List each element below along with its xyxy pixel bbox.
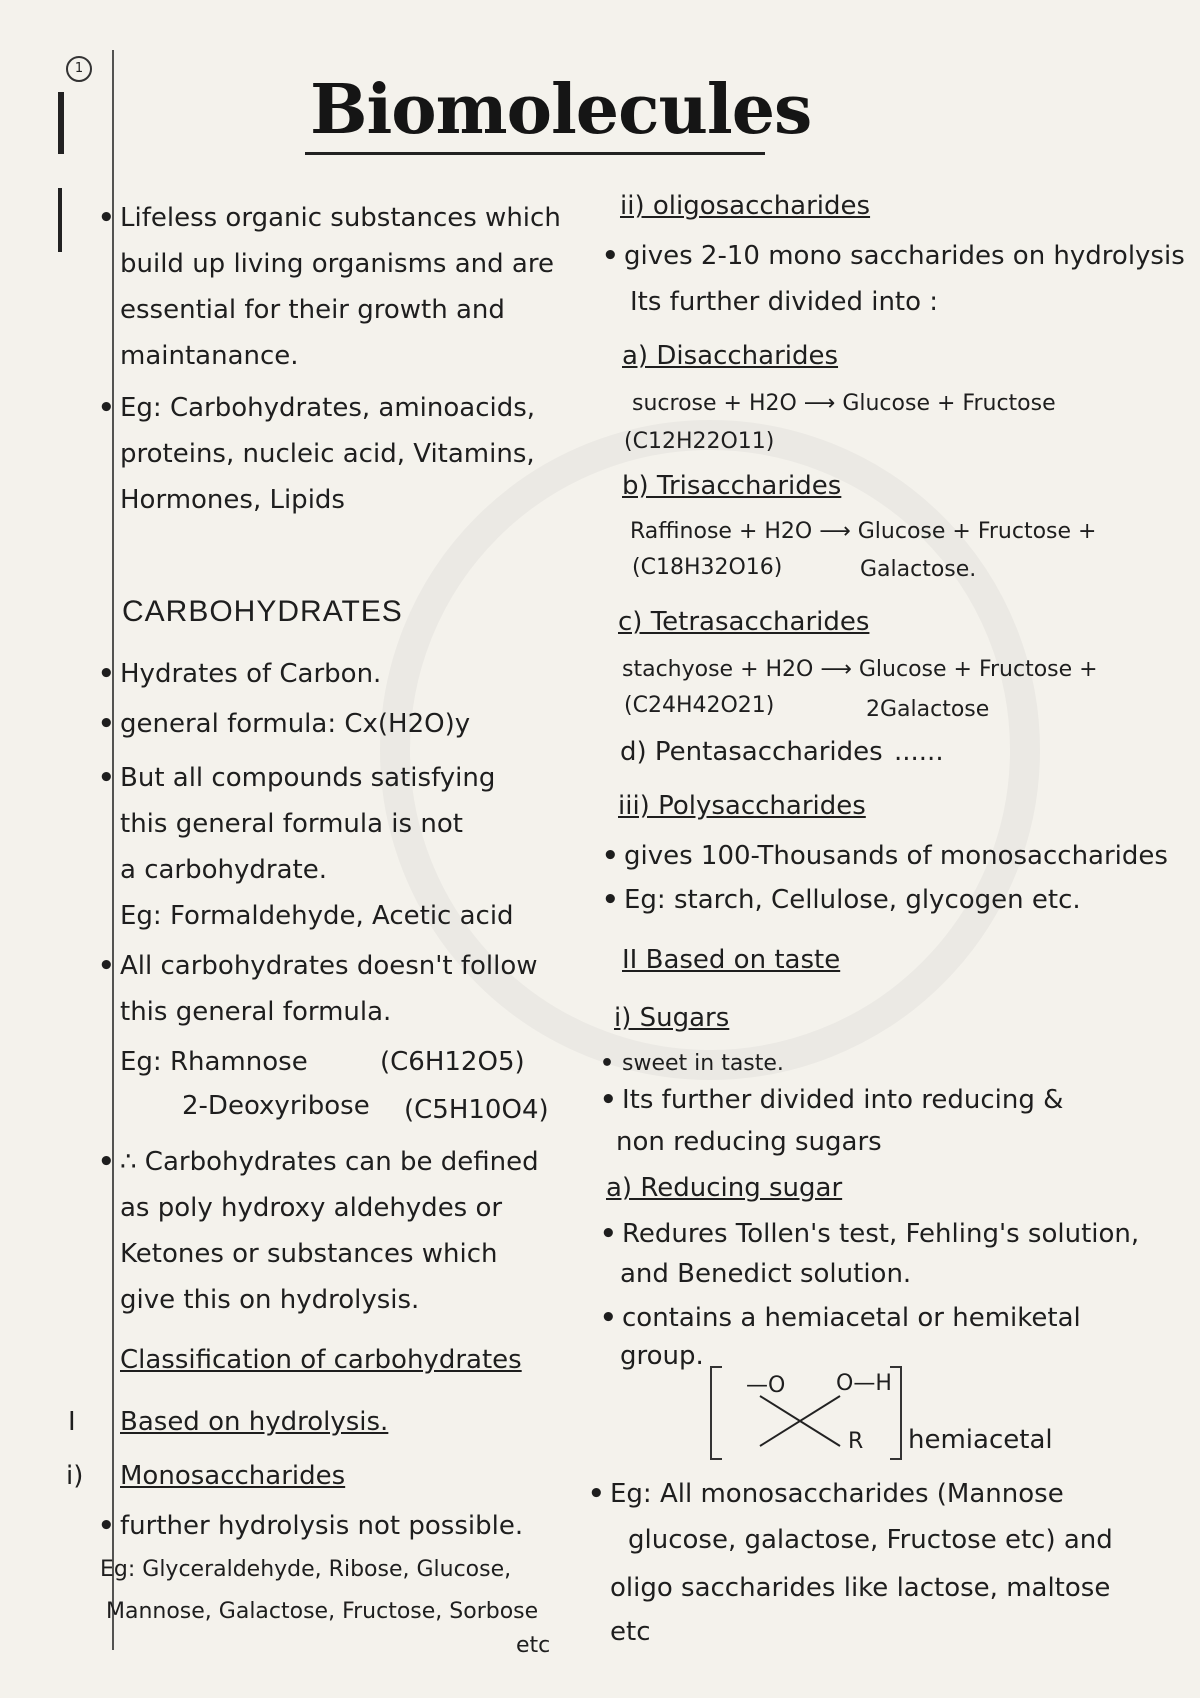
example-line: • Eg: Carbohydrates, aminoacids, bbox=[120, 392, 535, 424]
mono-point: etc bbox=[516, 1633, 551, 1658]
oligo-point: • gives 2-10 mono saccharides on hydrolysis bbox=[624, 240, 1185, 272]
sugars-heading: i) Sugars bbox=[614, 1003, 730, 1033]
doesnt-follow-line: this general formula. bbox=[120, 997, 392, 1027]
hemiacetal-label: hemiacetal bbox=[908, 1425, 1053, 1455]
deoxyribose-formula: (C5H10O4) bbox=[404, 1095, 549, 1125]
sugar-point: • Its further divided into reducing & bbox=[622, 1084, 1063, 1116]
based-on-hydrolysis: Based on hydrolysis. bbox=[120, 1407, 389, 1437]
example-line: Hormones, Lipids bbox=[120, 485, 345, 515]
section-numeral: I bbox=[68, 1407, 76, 1437]
rhamnose-example: Eg: Rhamnose bbox=[120, 1047, 308, 1077]
definition-line: give this on hydrolysis. bbox=[120, 1285, 420, 1315]
oligo-point: Its further divided into : bbox=[630, 287, 939, 317]
poly-point: • gives 100-Thousands of monosaccharides bbox=[624, 840, 1168, 872]
example-line: etc bbox=[610, 1617, 651, 1647]
mono-point: Eg: Glyceraldehyde, Ribose, Glucose, bbox=[100, 1557, 512, 1582]
trisaccharide-equation: Raffinose + H2O ⟶ Glucose + Fructose + bbox=[630, 519, 1097, 544]
mono-point: • further hydrolysis not possible. bbox=[120, 1510, 523, 1542]
reducing-sugar-heading: a) Reducing sugar bbox=[606, 1173, 843, 1203]
reducing-point: • Redures Tollen's test, Fehling's solution, bbox=[622, 1218, 1139, 1250]
ether-oxygen: —O bbox=[746, 1373, 786, 1398]
title-underline bbox=[305, 152, 765, 155]
disaccharide-equation: sucrose + H2O ⟶ Glucose + Fructose bbox=[632, 391, 1056, 416]
rhamnose-formula: (C6H12O5) bbox=[380, 1047, 525, 1077]
not-all-line: Eg: Formaldehyde, Acetic acid bbox=[120, 901, 514, 931]
r-group: R bbox=[848, 1429, 864, 1454]
definition-line: as poly hydroxy aldehydes or bbox=[120, 1193, 503, 1223]
carbo-point: • Hydrates of Carbon. bbox=[120, 658, 381, 690]
doesnt-follow-line: • All carbohydrates doesn't follow bbox=[120, 950, 538, 982]
disaccharide-formula: (C12H22O11) bbox=[624, 429, 775, 454]
not-all-line: a carbohydrate. bbox=[120, 855, 327, 885]
example-line: proteins, nucleic acid, Vitamins, bbox=[120, 439, 535, 469]
poly-point: • Eg: starch, Cellulose, glycogen etc. bbox=[624, 884, 1081, 916]
based-on-taste-heading: II Based on taste bbox=[622, 945, 841, 975]
margin-line bbox=[112, 50, 114, 1650]
margin-mark bbox=[58, 188, 62, 252]
intro-line: build up living organisms and are bbox=[120, 249, 554, 279]
tetrasaccharide-equation: stachyose + H2O ⟶ Glucose + Fructose + bbox=[622, 657, 1098, 682]
polysaccharides-heading: iii) Polysaccharides bbox=[618, 791, 866, 821]
hydroxyl-group: O—H bbox=[836, 1371, 892, 1396]
example-line: glucose, galactose, Fructose etc) and bbox=[628, 1525, 1113, 1555]
pentasaccharides-dots: ...... bbox=[894, 737, 944, 767]
reducing-point: • contains a hemiacetal or hemiketal bbox=[622, 1302, 1081, 1334]
definition-line: • ∴ Carbohydrates can be defined bbox=[120, 1146, 539, 1178]
hemiacetal-diagram bbox=[710, 1366, 1110, 1476]
example-line: oligo saccharides like lactose, maltose bbox=[610, 1573, 1111, 1603]
mono-point: Mannose, Galactose, Fructose, Sorbose bbox=[106, 1599, 539, 1624]
sugar-point: non reducing sugars bbox=[616, 1127, 882, 1157]
not-all-line: • But all compounds satisfying bbox=[120, 762, 495, 794]
not-all-line: this general formula is not bbox=[120, 809, 463, 839]
trisaccharide-galactose: Galactose. bbox=[860, 557, 977, 582]
deoxyribose-example: 2-Deoxyribose bbox=[182, 1091, 370, 1121]
intro-line: essential for their growth and bbox=[120, 295, 505, 325]
sugar-point: • sweet in taste. bbox=[622, 1050, 784, 1078]
definition-line: Ketones or substances which bbox=[120, 1239, 498, 1269]
trisaccharides-heading: b) Trisaccharides bbox=[622, 471, 842, 501]
page-number: 1 bbox=[66, 56, 92, 82]
subsection-numeral: i) bbox=[66, 1461, 84, 1491]
classification-heading: Classification of carbohydrates bbox=[120, 1345, 522, 1375]
carbo-point: • general formula: Cx(H2O)y bbox=[120, 708, 470, 740]
left-bracket bbox=[710, 1366, 722, 1460]
tetrasaccharide-formula: (C24H42O21) bbox=[624, 693, 775, 718]
oligosaccharides-heading: ii) oligosaccharides bbox=[620, 191, 871, 221]
reducing-point: group. bbox=[620, 1341, 704, 1371]
pentasaccharides-heading: d) Pentasaccharides bbox=[620, 737, 883, 767]
disaccharides-heading: a) Disaccharides bbox=[622, 341, 839, 371]
intro-line: • Lifeless organic substances which bbox=[120, 202, 561, 234]
page-title: Biomolecules bbox=[310, 70, 812, 150]
intro-line: maintanance. bbox=[120, 341, 299, 371]
tetrasaccharide-galactose: 2Galactose bbox=[866, 697, 990, 722]
carbohydrates-heading: CARBOHYDRATES bbox=[122, 595, 403, 628]
monosaccharides-heading: Monosaccharides bbox=[120, 1461, 346, 1491]
margin-mark bbox=[58, 92, 64, 154]
reducing-point: and Benedict solution. bbox=[620, 1259, 912, 1289]
tetrasaccharides-heading: c) Tetrasaccharides bbox=[618, 607, 870, 637]
trisaccharide-formula: (C18H32O16) bbox=[632, 555, 783, 580]
example-line: • Eg: All monosaccharides (Mannose bbox=[610, 1478, 1064, 1510]
